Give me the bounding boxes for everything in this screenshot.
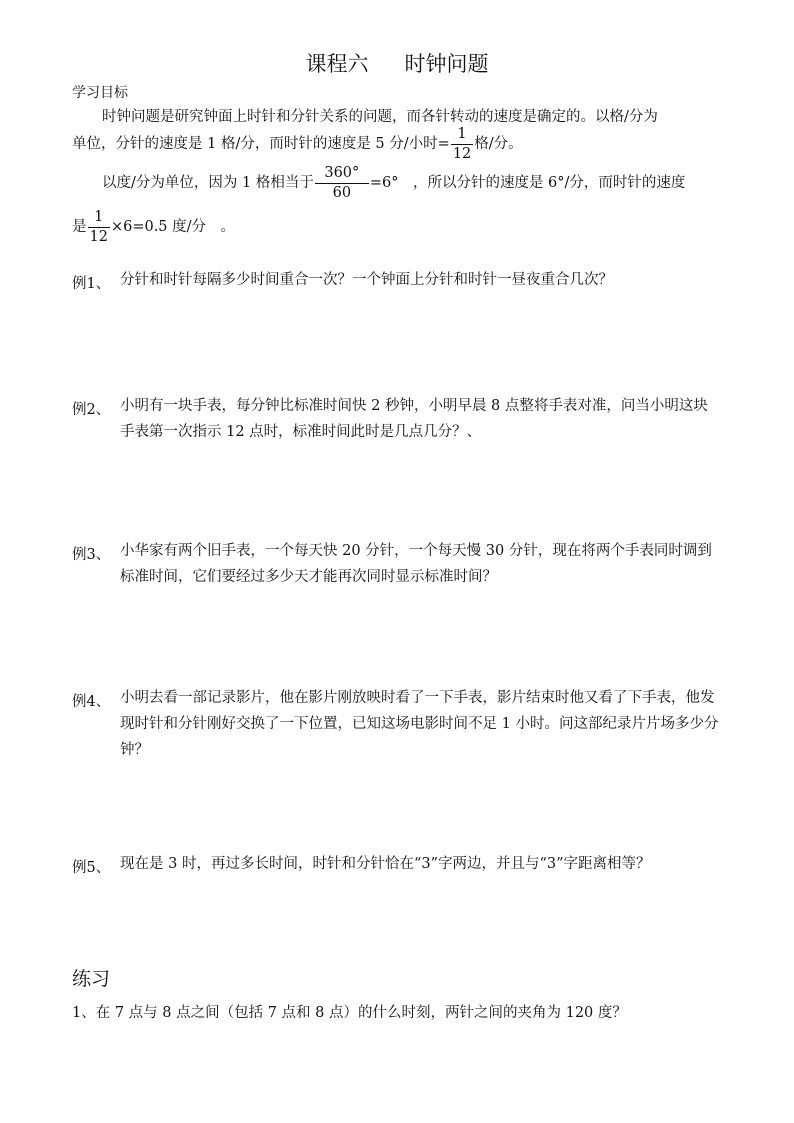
fraction-numerator: 1 xyxy=(94,209,104,225)
practice-item-1: 1、在 7 点与 8 点之间（包括 7 点和 8 点）的什么时刻，两针之间的夹角为 120 度？ xyxy=(72,1005,627,1021)
fraction-numerator: 1 xyxy=(457,126,467,142)
example-2-text: 小明有一块手表，每分钟比标准时间快 2 秒钟，小明早晨 8 点整将手表对准，问当小明这块手表第一次指示 12 点时，标准时间此时是几点几分？、 xyxy=(120,398,708,440)
p1-line2-post: 格/分。 xyxy=(474,136,523,152)
p2-line1-pre: 以度/分为单位，因为 1 格相当于 xyxy=(102,175,314,191)
objectives-p1-line2 xyxy=(72,127,523,161)
fraction-numerator: 360° xyxy=(324,165,360,181)
example-5-text: 现在是 3 时，再过多长时间，时针和分针恰在“3”字两边，并且与“3”字距离相等？ xyxy=(120,856,651,872)
example-1-label: 例1、 xyxy=(72,276,111,292)
p1-line2-pre: 单位，分针的速度是 1 格/分，而时针的速度是 5 分/小时= xyxy=(72,136,450,152)
objectives-p2-line1 xyxy=(102,166,685,200)
example-3-text: 小华家有两个旧手表，一个每天快 20 分针，一个每天慢 30 分针，现在将两个手表同时调到标准时间，它们要经过多少天才能再次同时显示标准时间？ xyxy=(120,543,712,585)
title-part-2: 时钟问题 xyxy=(404,52,489,76)
example-4-label: 例4、 xyxy=(72,694,111,710)
fraction-1-12 xyxy=(88,210,110,244)
fraction-denominator: 60 xyxy=(315,183,369,201)
practice-heading: 练习 xyxy=(72,968,111,990)
fraction-1-12 xyxy=(451,127,473,161)
objectives-p2-line2 xyxy=(72,210,235,244)
fraction-360-60 xyxy=(315,166,369,200)
example-3-label: 例3、 xyxy=(72,547,111,563)
title-part-1: 课程六 xyxy=(305,52,369,76)
example-2-label: 例2、 xyxy=(72,402,111,418)
p2-line2-pre: 是 xyxy=(72,219,87,235)
p2-line1-post: =6° ，所以分针的速度是 6°/分，而时针的速度 xyxy=(369,175,686,191)
objectives-heading: 学习目标 xyxy=(72,85,128,101)
fraction-denominator: 12 xyxy=(89,228,108,245)
p2-line2-post: ×6=0.5 度/分 。 xyxy=(110,219,236,235)
example-1-text: 分针和时针每隔多少时间重合一次？一个钟面上分针和时针一昼夜重合几次？ xyxy=(120,272,613,288)
fraction-denominator: 12 xyxy=(452,145,472,162)
objectives-p1-line1: 时钟问题是研究钟面上时针和分针关系的问题，而各针转动的速度是确定的。以格/分为 xyxy=(102,109,658,125)
example-4-text: 小明去看一部记录影片，他在影片刚放映时看了一下手表，影片结束时他又看了下手表，他发现时针和分针刚好交换了一下位置，已知这场电影时间不足 1 小时。问这部纪录片片场多少分钟？ xyxy=(120,690,719,758)
page-title xyxy=(0,48,794,78)
example-5-label: 例5、 xyxy=(72,860,111,876)
